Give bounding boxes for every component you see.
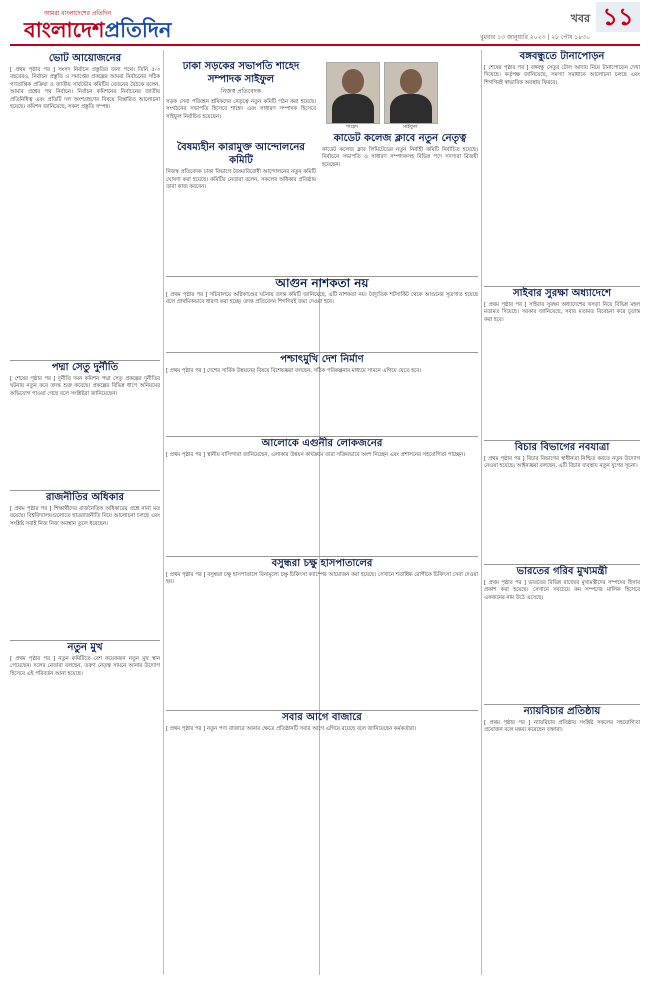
headline: ভোট আয়োজনের (48, 53, 122, 64)
article-eye-hospital (166, 556, 478, 707)
article-body: সড়ক সেবা পরিবহন শ্রমিকদের নেতৃত্বে নতুন কমিটি গঠন করা হয়েছে। সংগঠনের সভাপতি হিসেবে শাহেদ এবং সাধারণ সম্পাদক হিসেবে সাইফুল নির্বাচিত হয়েছেন। (166, 99, 316, 120)
headline: পশ্চাৎমুখি দেশ নির্মাণ (280, 354, 364, 365)
article-judiciary (484, 440, 640, 561)
article-padma (10, 360, 160, 486)
article-body: কাডেট কলেজ ক্লাব লিমিটেডের নতুন নির্বাহী কমিটি নির্বাচিত হয়েছে। নির্বাচনে সভাপতি ও সাধারণ সম্পাদকসহ বিভিন্ন পদে সদস্যরা বিজয়ী হয়েছেন। (322, 147, 478, 168)
headline: আগুন নাশকতা নয় (275, 276, 369, 290)
masthead (0, 0, 650, 46)
headline: কাডেট কলেজ ক্লাবে নতুন নেতৃত্ব (333, 133, 467, 144)
logo-text: বাংলাদেশপ্রতিদিন (24, 17, 172, 42)
article-body: [ শেষের পৃষ্ঠার পর ] বঙ্গবন্ধু সেতুর টোল আদায় নিয়ে টানাপোড়েন দেখা দিয়েছে। কর্তৃপক্ষ জানিয়েছে, সমস্যা সমাধানে আলোচনা চলছে এবং শিগগিরই স্বাভাবিক অবস্থায় ফিরবে। (484, 65, 640, 86)
headline: পদ্মা সেতু দুর্নীতি (51, 362, 119, 373)
headline: আলোকে এগুনীর লোকজনের (261, 438, 383, 449)
byline: নিজস্ব প্রতিবেদক (220, 88, 262, 95)
article-body: [ প্রথম পৃষ্ঠার পর ] বসুন্ধরা চক্ষু হাসপাতালে বিনামূল্যে চক্ষু চিকিৎসা ক্যাম্পের আয়োজন করা হয়েছে। সেখানে শতাধিক রোগীকে চিকিৎসা সেবা দেওয়া হয়। (166, 572, 478, 586)
dateline: বুধবার ১৩ জানুয়ারি ২০২৩ | ২৮ পৌষ ১৪৩০ (480, 34, 590, 41)
article-body: [ প্রথম পৃষ্ঠার পর ] সচিবালয়ে অগ্নিকাণ্ডের ঘটনায় তদন্ত কমিটি জানিয়েছে, এটি নাশকতা নয়। বৈদ্যুতিক শর্টসার্কিট থেকে আগুনের সূত্রপাত হয়েছে বলে প্রাথমিকভাবে ধারণা করা হচ্ছে। তদন্ত প্রতিবেদন শিগগিরই জমা দেওয়া হবে। (166, 292, 478, 306)
page-number: ১১ (596, 2, 640, 32)
headline: রাজনীতির অধিকার (45, 492, 125, 503)
article-body: [ প্রথম পৃষ্ঠার পর ] সংসদ নির্বাচন প্রস্তুতির জন্য পথে। তিনি ৫-৩ বছরেরও, নির্বাচন প্রস্তুতি ও সমাপ্তের প্রকল্পের আমরা নির্বাচনের সঠিক গণতান্ত্রিক প্রক্রিয়া ও জাতীয় সার্বভৌম কমিটির বেতনের বৈঠকে বলেন, আমার প্রশ্নের পথ নির্বাচন। নির্বাচন কমিশনের নির্বাচনের জাতীয় প্রতিনিধিত্ব এবং প্রতিটি দল অংশগ্রহণের বিষয়ে বিস্তারিত আলোচনা হয়েছে। কমিশন জানিয়েছে, সকল প্রস্তুতি সম্পন্ন। (10, 67, 160, 111)
article-fire (166, 276, 478, 349)
headline: বসুন্ধরা চক্ষু হাসপাতালের (271, 558, 373, 569)
article-market (166, 710, 478, 976)
article-body: [ প্রথম পৃষ্ঠার পর ] স্থানীয় বাসিন্দারা জানিয়েছেন, এলাকার উন্নয়ন কার্যক্রমে তারা সক্রিয়ভাবে অংশ নিচ্ছেন এবং প্রশাসনের সহযোগিতা পাচ্ছেন। (166, 452, 466, 458)
headline: বিচার বিভাগের নবযাত্রা (514, 442, 610, 453)
person-photo (384, 62, 438, 124)
article-new-face (10, 640, 160, 976)
newspaper-logo (24, 10, 224, 42)
headline: ভারতের গরিব মুখ্যমন্ত্রী (516, 566, 608, 577)
article-body: [ প্রথম পৃষ্ঠার পর ] নতুন কমিটিতে বেশ কয়েকজন নতুন মুখ স্থান পেয়েছেন। দলের নেতারা বলছেন, তরুণ নেতৃত্ব সামনে আনার উদ্যোগ হিসেবে এই পরিবর্তন আনা হয়েছে। (10, 656, 160, 677)
article-body: নিজস্ব প্রতিবেদক ঢাকা বিভাগে বৈষম্যবিরোধী আন্দোলনের নতুন কমিটি ঘোষণা করা হয়েছে। কমিটির নেতারা বলেন, সকলের অধিকার প্রতিষ্ঠায় তারা কাজ করবেন। (166, 169, 316, 191)
header-rule (10, 44, 640, 46)
photo-caption: সাইফুল (402, 124, 418, 130)
article-bangabandhu (484, 50, 640, 282)
article-india-cm (484, 564, 640, 701)
article-dhaka-road (166, 60, 316, 272)
article-cadet-club (322, 132, 478, 272)
article-body: [ প্রথম পৃষ্ঠার পর ] সাইবার সুরক্ষা অধ্যাদেশের খসড়া নিয়ে বিভিন্ন মহল মতামত দিয়েছে। সরকার জানিয়েছে, সবার মতামত বিবেচনা করে চূড়ান্ত করা হবে। (484, 302, 640, 323)
article-politics-rights (10, 490, 160, 636)
article-body: [ প্রথম পৃষ্ঠার পর ] বিচার বিভাগের স্বাধীনতা নিশ্চিত করতে নতুন উদ্যোগ নেওয়া হয়েছে। আইনজ্ঞরা বলছেন, এটি বিচার ব্যবস্থায় নতুন যুগের সূচনা। (484, 456, 640, 470)
article-body: [ প্রথম পৃষ্ঠার পর ] নতুন পণ্য বাজারে আনার ক্ষেত্রে প্রতিষ্ঠানটি সবার আগে এগিয়ে রয়েছে বলে জানিয়েছেন কর্মকর্তারা। (166, 726, 417, 732)
headline: নতুন মুখ (67, 642, 103, 653)
person-photo (326, 62, 380, 124)
headline: সাইবার সুরক্ষা অধ্যাদেশে (512, 288, 612, 299)
article-people (166, 436, 478, 553)
column-divider (163, 50, 164, 975)
column-divider (481, 50, 482, 975)
article-justice (484, 704, 640, 976)
headline: ঢাকা সড়কের সভাপতি শাহেদ সম্পাদক সাইফুল (182, 61, 300, 85)
photo-caption: শাহেদ (346, 124, 358, 130)
headline: বঙ্গবন্ধুতে টানাপোড়ন (519, 51, 605, 62)
article-country-building (166, 352, 478, 433)
article-body: [ প্রথম পৃষ্ঠার পর ] দেশের সার্বিক উন্নয়নের বিষয়ে বিশেষজ্ঞরা বলছেন, সঠিক পরিকল্পনার মাধ্যমে সামনে এগিয়ে যেতে হবে। (166, 368, 422, 374)
headline: সবার আগে বাজারে (282, 712, 362, 723)
logo-tagline: আমরা বাংলাদেশের প্রতিদিন (44, 10, 112, 17)
section-label: খবর (570, 12, 590, 25)
article-body: [ শেষের পৃষ্ঠার পর ] দুর্নীতি দমন কমিশন পদ্মা সেতু প্রকল্পের দুর্নীতির ঘটনায় নতুন করে তদন্ত শুরু করেছে। প্রকল্পের বিভিন্ন ধাপে অনিয়মের অভিযোগ পাওয়া গেছে বলে সংশ্লিষ্টরা জানিয়েছেন। (10, 376, 160, 397)
article-body: [ প্রথম পৃষ্ঠার পর ] ন্যায়বিচার প্রতিষ্ঠায় সংশ্লিষ্ট সকলের সহযোগিতা প্রয়োজন বলে মন্তব্য করেছেন বক্তারা। (484, 720, 640, 734)
article-vote (10, 52, 160, 357)
article-body: [ প্রথম পৃষ্ঠার পর ] শিক্ষার্থীদের রাজনৈতিক অধিকারের প্রশ্নে নানা মত রয়েছে। বিশ্ববিদ্যালয়গুলোতে ছাত্ররাজনীতি নিয়ে আলোচনা চলছে এবং সংশ্লিষ্ট সবাই নিজ নিজ অবস্থান তুলে ধরেছেন। (10, 506, 160, 527)
headline: বৈষম্যহীন কারামুক্ত আন্দোলনের কমিটি (177, 142, 305, 167)
headline: ন্যায়বিচার প্রতিষ্ঠায় (523, 706, 601, 717)
article-cyber (484, 286, 640, 437)
article-body: [ প্রথম পৃষ্ঠার পর ] ভারতের বিভিন্ন রাজ্যের মুখ্যমন্ত্রীদের সম্পদের হিসাব প্রকাশ করা হয়েছে। সেখানে সবচেয়ে কম সম্পদের মালিক হিসেবে একজনের নাম উঠে এসেছে। (484, 580, 640, 601)
